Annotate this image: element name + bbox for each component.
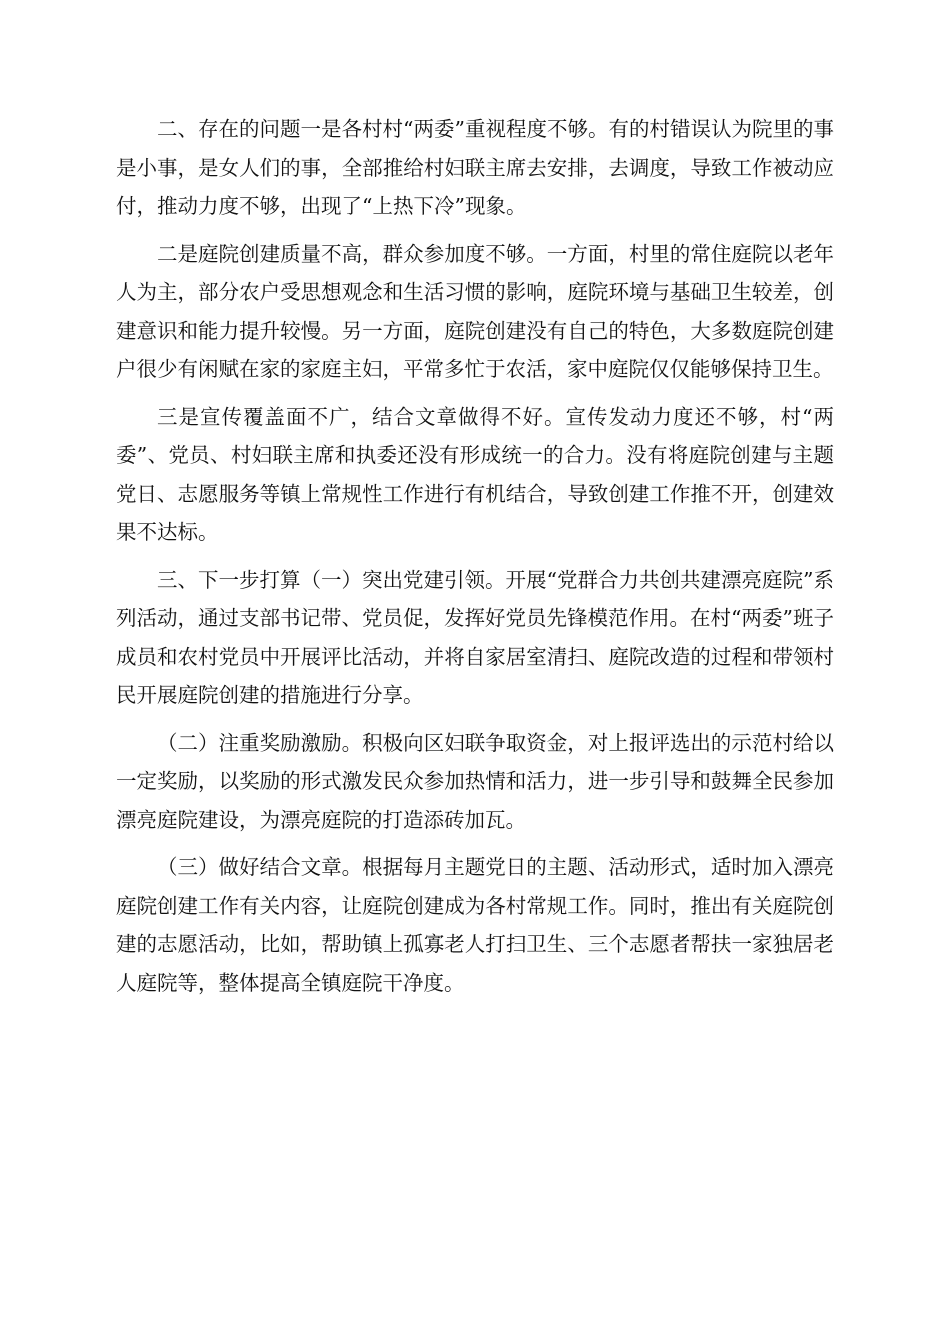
- paragraph-problems-intro: 二、存在的问题一是各村村“两委”重视程度不够。有的村错误认为院里的事是小事，是女人们的事，全部推给村妇联主席去安排，去调度，导致工作被动应付，推动力度不够，出现了“上热下冷”现象。: [116, 117, 834, 218]
- paragraph-publicity-issue: 三是宣传覆盖面不广，结合文章做得不好。宣传发动力度还不够，村“两委”、党员、村妇联主席和执委还没有形成统一的合力。没有将庭院创建与主题党日、志愿服务等镇上常规性工作进行有机结合，导致创建工作推不开，创建效果不达标。: [116, 404, 834, 544]
- paragraph-integration: （三）做好结合文章。根据每月主题党日的主题、活动形式，适时加入漂亮庭院创建工作有关内容，让庭院创建成为各村常规工作。同时，推出有关庭院创建的志愿活动，比如，帮助镇上孤寡老人打扫卫生、三个志愿者帮扶一家独居老人庭院等，整体提高全镇庭院干净度。: [116, 855, 834, 995]
- paragraph-next-steps: 三、下一步打算（一）突出党建引领。开展“党群合力共创共建漂亮庭院”系列活动，通过支部书记带、党员促，发挥好党员先锋模范作用。在村“两委”班子成员和农村党员中开展评比活动，并将自家居室清扫、庭院改造的过程和带领村民开展庭院创建的措施进行分享。: [116, 567, 834, 707]
- document-body: [116, 110, 834, 1011]
- paragraph-incentives: （二）注重奖励激励。积极向区妇联争取资金，对上报评选出的示范村给以一定奖励，以奖励的形式激发民众参加热情和活力，进一步引导和鼓舞全民参加漂亮庭院建设，为漂亮庭院的打造添砖加瓦。: [116, 730, 834, 832]
- paragraph-quality-issue: 二是庭院创建质量不高，群众参加度不够。一方面，村里的常住庭院以老年人为主，部分农户受思想观念和生活习惯的影响，庭院环境与基础卫生较差，创建意识和能力提升较慢。另一方面，庭院创建没有自己的特色，大多数庭院创建户很少有闲赋在家的家庭主妇，平常多忙于农活，家中庭院仅仅能够保持卫生。: [116, 241, 834, 381]
